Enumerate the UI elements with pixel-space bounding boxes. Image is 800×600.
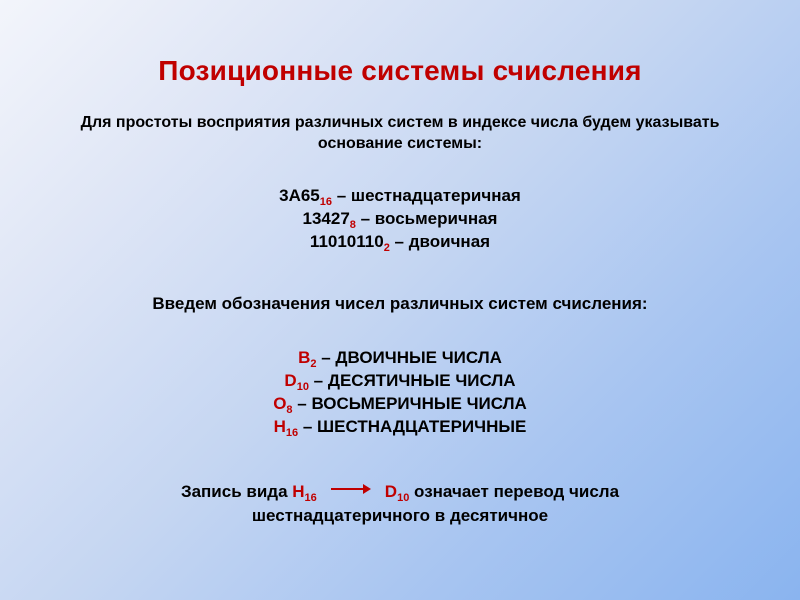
record-line-2: шестнадцатеричного в десятичное (251, 506, 549, 525)
notation-binary (0, 346, 800, 369)
record-suffix: означает перевод числа (409, 482, 620, 501)
notation-intro: Введем обозначения чисел различных систем счисления: (152, 294, 648, 313)
example-description: – двоичная (389, 232, 491, 251)
example-description: – шестнадцатеричная (332, 186, 521, 205)
notation-letter: D (284, 371, 297, 390)
notation-letter: H (273, 417, 286, 436)
notation-description: – ШЕСТНАДЦАТЕРИЧНЫЕ (298, 417, 527, 436)
notation-decimal (0, 369, 800, 392)
notation-base-subscript: 2 (310, 358, 317, 370)
notation-octal (0, 392, 800, 415)
record-to-letter: D (384, 482, 398, 501)
example-base-subscript: 16 (319, 196, 333, 208)
notation-description: – ВОСЬМЕРИЧНЫЕ ЧИСЛА (292, 394, 527, 413)
example-number: 11010110 (309, 232, 384, 251)
example-binary (0, 230, 800, 253)
notation-hex (0, 415, 800, 438)
notation-letter: B (298, 348, 311, 367)
example-base-subscript: 8 (349, 219, 356, 231)
examples-list (0, 184, 800, 253)
notation-description: – ДВОИЧНЫЕ ЧИСЛА (316, 348, 502, 367)
conversion-record (0, 480, 800, 528)
example-hex (0, 184, 800, 207)
notation-base-subscript: 16 (285, 427, 299, 439)
record-from-letter: H (292, 482, 305, 501)
notation-base-subscript: 8 (286, 404, 293, 416)
record-from-base: 16 (304, 492, 317, 504)
example-number: 13427 (302, 209, 350, 228)
example-base-subscript: 2 (383, 242, 390, 254)
record-prefix: Запись вида (180, 482, 293, 501)
arrow-right-icon (331, 483, 373, 495)
intro-text: Для простоты восприятия различных систем в индексе числа будем указывать основание системы: (80, 114, 720, 152)
example-octal (0, 207, 800, 230)
notation-base-subscript: 10 (296, 381, 309, 393)
record-to-base: 10 (397, 492, 410, 504)
slide-title: Позиционные системы счисления (158, 55, 642, 86)
example-description: – восьмеричная (355, 209, 498, 228)
notation-list (0, 346, 800, 438)
record-line-1 (0, 480, 800, 504)
example-number: 3A65 (279, 186, 320, 205)
notation-description: – ДЕСЯТИЧНЫЕ ЧИСЛА (308, 371, 516, 390)
notation-letter: O (273, 394, 287, 413)
